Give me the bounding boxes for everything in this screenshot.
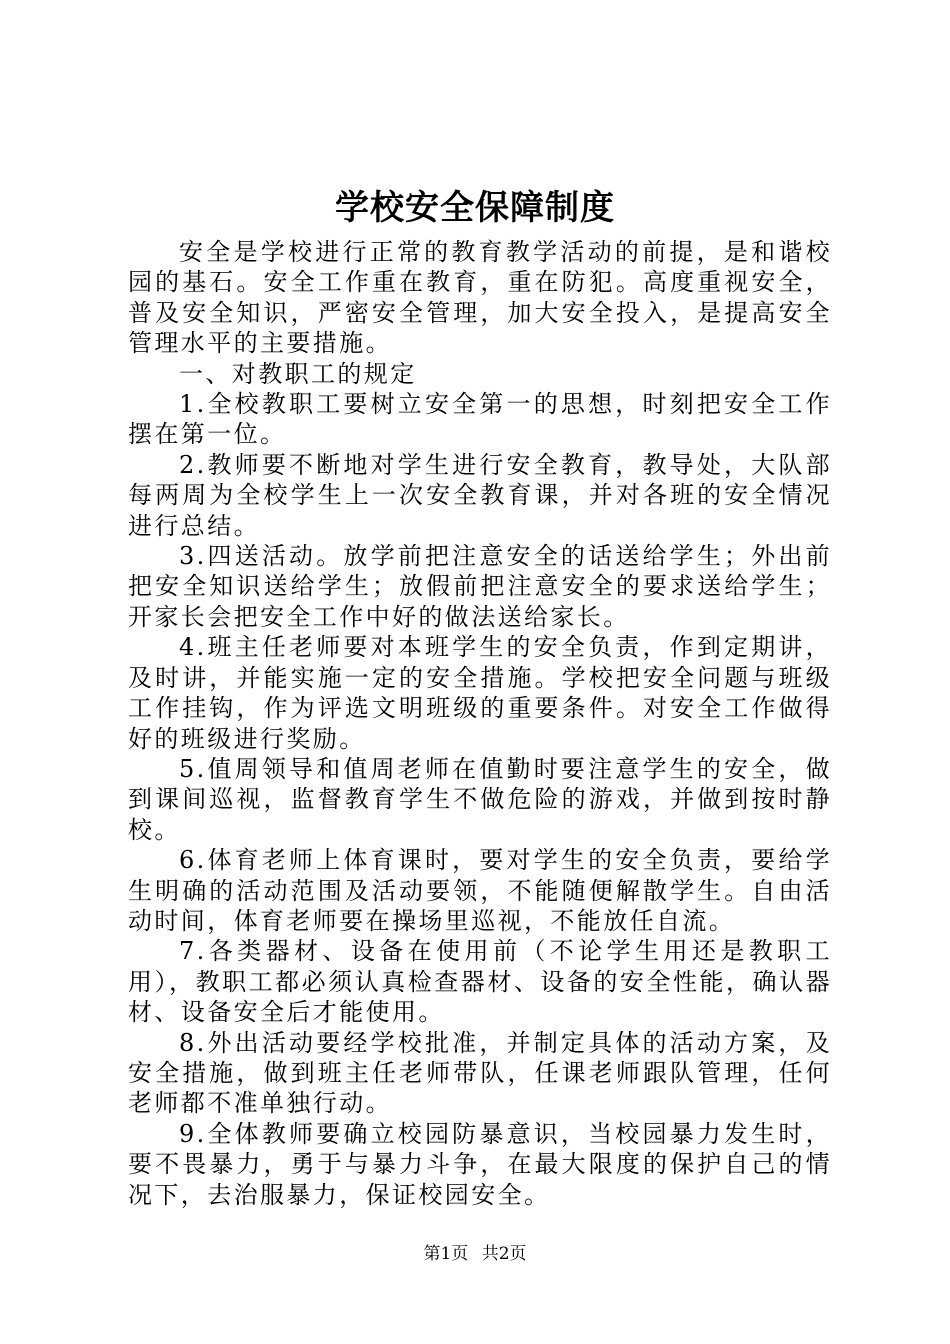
paragraph-item-3: 3.四送活动。放学前把注意安全的话送给学生；外出前把安全知识送给学生；放假前把注意安全的要求送给学生；开家长会把安全工作中好的做法送给家长。 [128, 542, 832, 631]
paragraph-item-4: 4.班主任老师要对本班学生的安全负责，作到定期讲，及时讲，并能实施一定的安全措施。学校把安全问题与班级工作挂钩，作为评选文明班级的重要条件。对安全工作做得好的班级进行奖励。 [128, 633, 832, 753]
page-number: 第1页 [423, 1244, 469, 1264]
page-total: 共2页 [481, 1244, 527, 1264]
paragraph-item-8: 8.外出活动要经学校批准，并制定具体的活动方案，及安全措施，做到班主任老师带队，任课老师跟队管理，任何老师都不准单独行动。 [128, 1028, 832, 1118]
paragraph-intro: 安全是学校进行正常的教育教学活动的前提，是和谐校园的基石。安全工作重在教育，重在防犯。高度重视安全，普及安全知识，严密安全管理，加大安全投入，是提高安全管理水平的主要措施。 [128, 238, 832, 358]
paragraph-item-2: 2.教师要不断地对学生进行安全教育，教导处，大队部每两周为全校学生上一次安全教育课，并对各班的安全情况进行总结。 [128, 450, 832, 540]
paragraph-item-6: 6.体育老师上体育课时，要对学生的安全负责，要给学生明确的活动范围及活动要领，不能随便解散学生。自由活动时间，体育老师要在操场里巡视，不能放任自流。 [128, 846, 832, 935]
document-body [128, 237, 832, 1210]
paragraph-item-9: 9.全体教师要确立校园防暴意识，当校园暴力发生时，要不畏暴力，勇于与暴力斗争，在最大限度的保护自己的情况下，去治服暴力，保证校园安全。 [128, 1119, 832, 1209]
paragraph-item-5: 5.值周领导和值周老师在值勤时要注意学生的安全，做到课间巡视，监督教育学生不做危险的游戏，并做到按时静校。 [128, 754, 832, 844]
document-title: 学校安全保障制度 [335, 188, 615, 228]
paragraph-item-7: 7.各类器材、设备在使用前（不论学生用还是教职工用），教职工都必须认真检查器材、设备的安全性能，确认器材、设备安全后才能使用。 [128, 937, 832, 1027]
paragraph-item-1: 1.全校教职工要树立安全第一的思想，时刻把安全工作摆在第一位。 [128, 390, 832, 449]
section-heading: 一、对教职工的规定 [179, 359, 417, 388]
page-footer [0, 1242, 950, 1266]
